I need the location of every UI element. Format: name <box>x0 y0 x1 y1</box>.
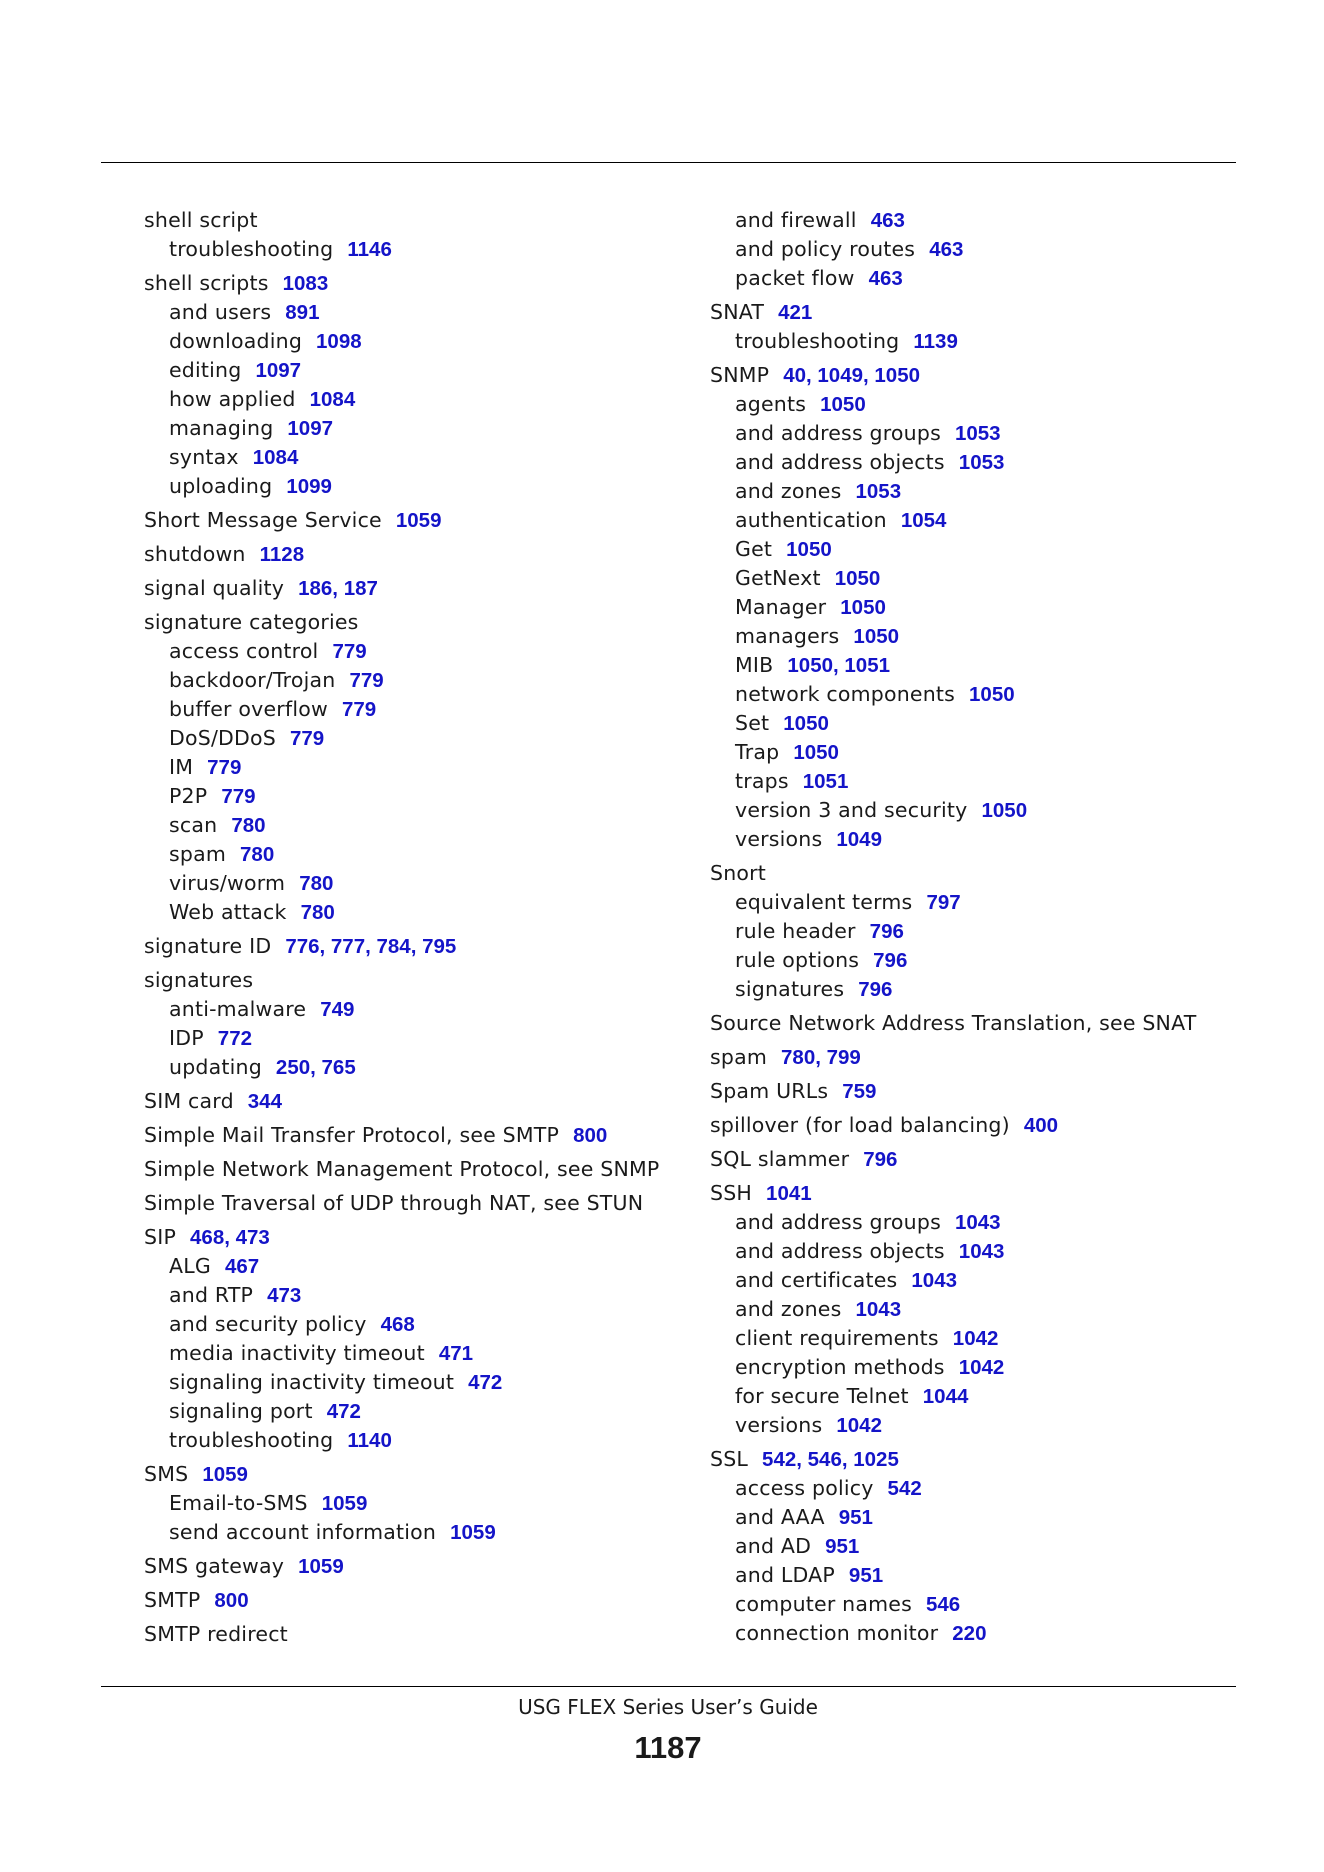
index-term: and address objects <box>735 450 945 474</box>
index-term: and policy routes <box>735 237 916 261</box>
index-term: version 3 and security <box>735 798 968 822</box>
page-reference-link[interactable]: 400 <box>1023 1114 1059 1137</box>
index-subentry <box>710 1382 1270 1411</box>
index-term: connection monitor <box>735 1621 939 1645</box>
page-reference-link[interactable]: 776, 777, 784, 795 <box>285 935 457 958</box>
index-term: how applied <box>169 387 296 411</box>
index-subentry <box>144 869 704 898</box>
index-term: send account information <box>169 1520 437 1544</box>
index-subentry <box>710 535 1270 564</box>
page-reference-link[interactable]: 1050 <box>840 596 886 619</box>
index-subentry <box>144 298 704 327</box>
index-term: Trap <box>735 740 780 764</box>
page-reference-link[interactable]: 1053 <box>958 451 1005 474</box>
page-reference-link[interactable]: 1050 <box>783 712 829 735</box>
index-term: Spam URLs <box>710 1079 829 1103</box>
index-term: scan <box>169 813 218 837</box>
index-term: client requirements <box>735 1326 939 1350</box>
index-term: for secure Telnet <box>735 1384 909 1408</box>
index-subentry <box>710 506 1270 535</box>
index-entry <box>710 859 1270 888</box>
index-term: backdoor/Trojan <box>169 668 336 692</box>
index-subentry <box>144 1489 704 1518</box>
index-subentry <box>144 995 704 1024</box>
index-term: and security policy <box>169 1312 367 1336</box>
index-term: versions <box>735 1413 823 1437</box>
index-subentry <box>710 390 1270 419</box>
index-entry <box>144 1586 704 1615</box>
page-reference-link[interactable]: 1050 <box>853 625 900 648</box>
footer-rule <box>101 1686 1236 1687</box>
index-term: editing <box>169 358 242 382</box>
index-subentry <box>144 637 704 666</box>
page-reference-link[interactable]: 1042 <box>952 1327 999 1350</box>
index-subentry <box>710 1353 1270 1382</box>
index-term: and zones <box>735 1297 842 1321</box>
page-reference-link[interactable]: 1054 <box>900 509 947 532</box>
index-term: access control <box>169 639 319 663</box>
index-term: encryption methods <box>735 1355 945 1379</box>
index-entry <box>710 298 1270 327</box>
page-reference-link[interactable]: 951 <box>838 1506 873 1529</box>
page-reference-link[interactable]: 1099 <box>286 475 332 498</box>
index-entry <box>144 506 704 535</box>
page-reference-link[interactable]: 1051 <box>802 770 849 793</box>
page-reference-link[interactable]: 463 <box>929 238 964 261</box>
page-reference-link[interactable]: 1059 <box>450 1521 496 1544</box>
index-subentry <box>144 356 704 385</box>
index-subentry <box>144 782 704 811</box>
page-reference-link[interactable]: 1049 <box>836 828 882 851</box>
index-subentry <box>710 1503 1270 1532</box>
index-entry <box>144 1552 704 1581</box>
page-reference-link[interactable]: 797 <box>926 891 961 914</box>
index-subentry <box>710 1561 1270 1590</box>
page-reference-link[interactable]: 759 <box>842 1080 877 1103</box>
index-subentry <box>144 724 704 753</box>
index-entry <box>144 1189 704 1218</box>
index-entry <box>144 540 704 569</box>
index-entry <box>144 206 704 235</box>
index-subentry <box>710 767 1270 796</box>
index-term: buffer overflow <box>169 697 328 721</box>
index-term: equivalent terms <box>735 890 913 914</box>
index-column-right <box>710 206 1270 1648</box>
page-reference-link[interactable]: 891 <box>285 301 320 324</box>
index-subentry <box>144 385 704 414</box>
page-reference-link[interactable]: 796 <box>863 1148 898 1171</box>
index-subentry <box>710 1590 1270 1619</box>
page-reference-link[interactable]: 344 <box>247 1090 282 1113</box>
index-term: shell scripts <box>144 271 269 295</box>
page-reference-link[interactable]: 463 <box>868 267 903 290</box>
index-term: ALG <box>169 1254 211 1278</box>
index-term: signature ID <box>144 934 272 958</box>
index-subentry <box>144 235 704 264</box>
page-reference-link[interactable]: 220 <box>952 1622 987 1645</box>
index-term: and AD <box>735 1534 812 1558</box>
index-term: Simple Mail Transfer Protocol, see SMTP <box>144 1123 560 1147</box>
index-term: media inactivity timeout <box>169 1341 425 1365</box>
page-reference-link[interactable]: 951 <box>848 1564 884 1587</box>
index-term: and address groups <box>735 1210 941 1234</box>
page-reference-link[interactable]: 1042 <box>958 1356 1005 1379</box>
index-subentry <box>144 1397 704 1426</box>
index-term: Get <box>735 537 773 561</box>
index-term: IDP <box>169 1026 204 1050</box>
page-reference-link[interactable]: 467 <box>224 1255 260 1278</box>
index-entry <box>710 1111 1270 1140</box>
index-entry <box>144 1620 704 1649</box>
index-entry <box>710 361 1270 390</box>
page-reference-link[interactable]: 1139 <box>913 330 958 353</box>
index-term: managing <box>169 416 274 440</box>
page-reference-link[interactable]: 1097 <box>255 359 302 382</box>
index-term: and address groups <box>735 421 941 445</box>
page-reference-link[interactable]: 1050, 1051 <box>787 654 891 677</box>
index-term: Short Message Service <box>144 508 382 532</box>
index-term: SMS <box>144 1462 189 1486</box>
index-term: DoS/DDoS <box>169 726 276 750</box>
page-reference-link[interactable]: 800 <box>573 1124 608 1147</box>
index-entry <box>710 1179 1270 1208</box>
page-reference-link[interactable]: 1140 <box>347 1429 392 1452</box>
index-subentry <box>710 593 1270 622</box>
index-term: IM <box>169 755 194 779</box>
index-term: SSH <box>710 1181 753 1205</box>
index-subentry <box>710 1324 1270 1353</box>
index-term: SNAT <box>710 300 765 324</box>
index-subentry <box>144 472 704 501</box>
index-term: troubleshooting <box>169 237 334 261</box>
index-subentry <box>144 327 704 356</box>
page-reference-link[interactable]: 1053 <box>855 480 902 503</box>
index-term: GetNext <box>735 566 821 590</box>
page-reference-link[interactable]: 779 <box>207 756 242 779</box>
index-term: authentication <box>735 508 887 532</box>
page-reference-link[interactable]: 186, 187 <box>298 577 378 600</box>
index-term: and AAA <box>735 1505 825 1529</box>
index-entry <box>144 1460 704 1489</box>
index-term: virus/worm <box>169 871 286 895</box>
page-reference-link[interactable]: 542, 546, 1025 <box>762 1448 899 1471</box>
page-reference-link[interactable]: 473 <box>267 1284 302 1307</box>
page-reference-link[interactable]: 779 <box>341 698 377 721</box>
index-subentry <box>710 327 1270 356</box>
index-term: access policy <box>735 1476 874 1500</box>
index-subentry <box>710 1532 1270 1561</box>
index-subentry <box>144 414 704 443</box>
page-reference-link[interactable]: 1059 <box>395 509 442 532</box>
index-subentry <box>710 680 1270 709</box>
page-reference-link[interactable]: 780 <box>300 901 335 924</box>
index-entry <box>144 1087 704 1116</box>
index-term: packet flow <box>735 266 855 290</box>
index-subentry <box>144 753 704 782</box>
index-term: and certificates <box>735 1268 898 1292</box>
index-term: SMTP redirect <box>144 1622 288 1646</box>
index-entry <box>710 1043 1270 1072</box>
index-term: and RTP <box>169 1283 254 1307</box>
page-reference-link[interactable]: 421 <box>778 301 813 324</box>
index-term: spam <box>710 1045 768 1069</box>
index-term: Source Network Address Translation, see SNAT <box>710 1011 1197 1035</box>
page-reference-link[interactable]: 796 <box>869 920 904 943</box>
page-reference-link[interactable]: 1043 <box>855 1298 902 1321</box>
index-subentry <box>710 235 1270 264</box>
index-term: Manager <box>735 595 827 619</box>
index-term: SSL <box>710 1447 749 1471</box>
index-subentry <box>710 419 1270 448</box>
page-reference-link[interactable]: 796 <box>873 949 908 972</box>
index-subentry <box>144 1368 704 1397</box>
index-term: and zones <box>735 479 842 503</box>
page-reference-link[interactable]: 1084 <box>309 388 356 411</box>
index-term: managers <box>735 624 840 648</box>
index-entry <box>144 1223 704 1252</box>
page-reference-link[interactable]: 546 <box>926 1593 961 1616</box>
index-entry <box>144 574 704 603</box>
page-reference-link[interactable]: 250, 765 <box>275 1056 356 1079</box>
index-term: SNMP <box>710 363 770 387</box>
index-subentry <box>144 695 704 724</box>
page-reference-link[interactable]: 1050 <box>969 683 1015 706</box>
index-subentry <box>144 1518 704 1547</box>
index-entry <box>144 608 704 637</box>
index-subentry <box>144 1310 704 1339</box>
index-subentry <box>144 898 704 927</box>
index-entry <box>144 966 704 995</box>
index-subentry <box>710 206 1270 235</box>
index-term: spam <box>169 842 227 866</box>
index-subentry <box>710 622 1270 651</box>
index-term: signaling inactivity timeout <box>169 1370 455 1394</box>
index-subentry <box>710 1411 1270 1440</box>
page-reference-link[interactable]: 1059 <box>202 1463 248 1486</box>
page-reference-link[interactable]: 468, 473 <box>190 1226 270 1249</box>
page-reference-link[interactable]: 1097 <box>287 417 334 440</box>
index-entry <box>710 1077 1270 1106</box>
index-subentry <box>144 1024 704 1053</box>
index-entry <box>710 1445 1270 1474</box>
index-entry <box>144 1155 704 1184</box>
footer-title: USG FLEX Series User’s Guide <box>518 1695 818 1719</box>
page-reference-link[interactable]: 472 <box>468 1371 503 1394</box>
page-reference-link[interactable]: 780 <box>240 843 275 866</box>
page-reference-link[interactable]: 471 <box>438 1342 474 1365</box>
page-reference-link[interactable]: 1043 <box>958 1240 1005 1263</box>
page-reference-link[interactable]: 1042 <box>836 1414 882 1437</box>
index-entry <box>144 932 704 961</box>
page-reference-link[interactable]: 780 <box>299 872 334 895</box>
index-term: spillover (for load balancing) <box>710 1113 1010 1137</box>
page-reference-link[interactable]: 1050 <box>820 393 866 416</box>
index-term: agents <box>735 392 807 416</box>
index-subentry <box>710 1266 1270 1295</box>
index-subentry <box>144 1339 704 1368</box>
index-subentry <box>144 1426 704 1455</box>
page-reference-link[interactable]: 1146 <box>347 238 392 261</box>
index-subentry <box>144 840 704 869</box>
index-term: Snort <box>710 861 767 885</box>
page-reference-link[interactable]: 779 <box>349 669 384 692</box>
page-reference-link[interactable]: 1050 <box>786 538 832 561</box>
page-reference-link[interactable]: 1084 <box>252 446 299 469</box>
page-reference-link[interactable]: 780 <box>231 814 266 837</box>
index-term: rule options <box>735 948 860 972</box>
index-term: and LDAP <box>735 1563 835 1587</box>
page-number: 1187 <box>634 1730 702 1765</box>
index-term: uploading <box>169 474 273 498</box>
page-reference-link[interactable]: 463 <box>870 209 905 232</box>
index-term: signal quality <box>144 576 285 600</box>
page-reference-link[interactable]: 779 <box>221 785 256 808</box>
index-term: SQL slammer <box>710 1147 850 1171</box>
page-reference-link[interactable]: 1050 <box>793 741 839 764</box>
page-reference-link[interactable]: 1043 <box>954 1211 1001 1234</box>
page-reference-link[interactable]: 1083 <box>282 272 329 295</box>
page-reference-link[interactable]: 800 <box>214 1589 249 1612</box>
index-subentry <box>710 448 1270 477</box>
page-reference-link[interactable]: 468 <box>380 1313 415 1336</box>
index-subentry <box>710 1295 1270 1324</box>
index-term: versions <box>735 827 823 851</box>
page-reference-link[interactable]: 1043 <box>911 1269 958 1292</box>
index-term: signaling port <box>169 1399 313 1423</box>
index-subentry <box>710 825 1270 854</box>
index-subentry <box>144 1252 704 1281</box>
page-reference-link[interactable]: 1128 <box>259 543 305 566</box>
index-term: computer names <box>735 1592 912 1616</box>
index-subentry <box>710 564 1270 593</box>
index-term: shutdown <box>144 542 246 566</box>
index-term: MIB <box>735 653 774 677</box>
index-entry <box>144 269 704 298</box>
index-subentry <box>710 1619 1270 1648</box>
index-subentry <box>144 1053 704 1082</box>
index-subentry <box>710 477 1270 506</box>
index-subentry <box>710 975 1270 1004</box>
index-term: Web attack <box>169 900 287 924</box>
page-reference-link[interactable]: 779 <box>332 640 367 663</box>
page-reference-link[interactable]: 1041 <box>766 1182 812 1205</box>
index-term: downloading <box>169 329 303 353</box>
index-term: anti-malware <box>169 997 307 1021</box>
index-term: and firewall <box>735 208 857 232</box>
index-term: updating <box>169 1055 262 1079</box>
index-entry <box>710 1145 1270 1174</box>
index-subentry <box>710 1208 1270 1237</box>
index-subentry <box>144 666 704 695</box>
index-term: signatures <box>144 968 254 992</box>
index-subentry <box>710 264 1270 293</box>
index-term: SMTP <box>144 1588 201 1612</box>
index-subentry <box>144 1281 704 1310</box>
page-reference-link[interactable]: 1044 <box>922 1385 969 1408</box>
page-reference-link[interactable]: 40, 1049, 1050 <box>783 364 920 387</box>
index-term: Simple Traversal of UDP through NAT, see STUN <box>144 1191 644 1215</box>
index-subentry <box>710 888 1270 917</box>
page-reference-link[interactable]: 1050 <box>981 799 1028 822</box>
index-term: and address objects <box>735 1239 945 1263</box>
index-subentry <box>144 443 704 472</box>
index-term: syntax <box>169 445 239 469</box>
page-reference-link[interactable]: 951 <box>825 1535 860 1558</box>
index-subentry <box>710 1474 1270 1503</box>
index-term: Email-to-SMS <box>169 1491 308 1515</box>
index-entry <box>144 1121 704 1150</box>
index-term: troubleshooting <box>735 329 900 353</box>
index-term: P2P <box>169 784 208 808</box>
index-subentry <box>710 709 1270 738</box>
index-term: Set <box>735 711 770 735</box>
index-term: troubleshooting <box>169 1428 334 1452</box>
index-term: SMS gateway <box>144 1554 285 1578</box>
index-term: signature categories <box>144 610 359 634</box>
page-reference-link[interactable]: 1098 <box>316 330 362 353</box>
header-rule <box>101 162 1236 163</box>
page-reference-link[interactable]: 1059 <box>321 1492 368 1515</box>
page-reference-link[interactable]: 1053 <box>954 422 1001 445</box>
index-subentry <box>710 946 1270 975</box>
index-term: and users <box>169 300 272 324</box>
index-term: SIM card <box>144 1089 234 1113</box>
index-term: traps <box>735 769 789 793</box>
page-reference-link[interactable]: 1050 <box>834 567 881 590</box>
page-reference-link[interactable]: 542 <box>887 1477 922 1500</box>
page-reference-link[interactable]: 772 <box>217 1027 253 1050</box>
page-reference-link[interactable]: 796 <box>858 978 893 1001</box>
page-reference-link[interactable]: 780, 799 <box>781 1046 861 1069</box>
page-reference-link[interactable]: 472 <box>326 1400 361 1423</box>
index-subentry <box>710 917 1270 946</box>
index-subentry <box>710 796 1270 825</box>
index-term: network components <box>735 682 956 706</box>
index-column-left <box>144 206 704 1649</box>
index-subentry <box>710 1237 1270 1266</box>
index-term: Simple Network Management Protocol, see SNMP <box>144 1157 660 1181</box>
index-term: rule header <box>735 919 856 943</box>
index-term: signatures <box>735 977 845 1001</box>
page-reference-link[interactable]: 749 <box>320 998 355 1021</box>
index-subentry <box>710 651 1270 680</box>
index-term: shell script <box>144 208 258 232</box>
page-reference-link[interactable]: 1059 <box>298 1555 344 1578</box>
index-entry <box>710 1009 1270 1038</box>
index-subentry <box>144 811 704 840</box>
page-reference-link[interactable]: 779 <box>289 727 325 750</box>
index-term: SIP <box>144 1225 177 1249</box>
index-subentry <box>710 738 1270 767</box>
